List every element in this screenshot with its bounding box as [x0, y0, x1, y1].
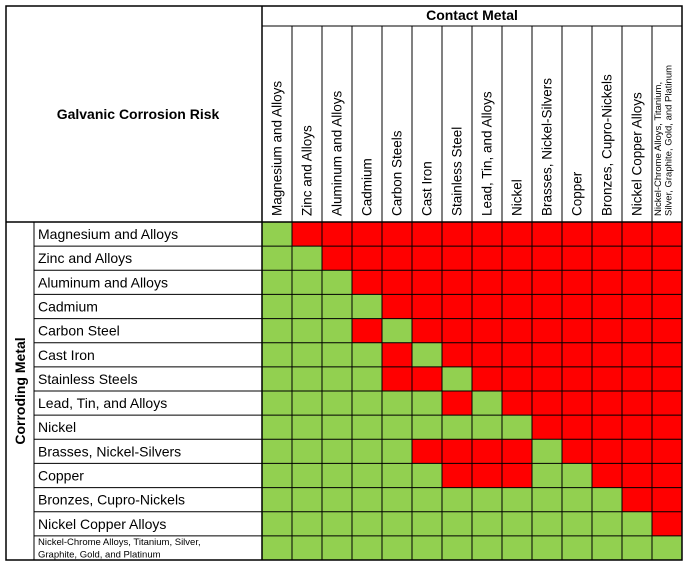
matrix-cell	[652, 512, 682, 536]
row-header: Nickel	[38, 419, 77, 436]
matrix-cell	[502, 367, 532, 391]
matrix-cell	[532, 294, 562, 318]
matrix-cell	[502, 270, 532, 294]
matrix-cell	[562, 488, 592, 512]
matrix-cell	[562, 512, 592, 536]
matrix-cell	[622, 415, 652, 439]
matrix-cell	[532, 391, 562, 415]
matrix-cell	[562, 222, 592, 246]
column-header: Nickel	[509, 179, 525, 216]
column-header: Stainless Steel	[449, 126, 465, 216]
matrix-cell	[532, 222, 562, 246]
column-header: Magnesium and Alloys	[269, 80, 285, 216]
matrix-cell	[562, 294, 592, 318]
matrix-cell	[472, 222, 502, 246]
matrix-cell	[592, 415, 622, 439]
matrix-cell	[322, 270, 352, 294]
matrix-cell	[412, 512, 442, 536]
matrix-cell	[352, 512, 382, 536]
matrix-cell	[442, 439, 472, 463]
column-header: Nickel Copper Alloys	[629, 92, 645, 216]
matrix-cell	[622, 463, 652, 487]
matrix-cell	[322, 246, 352, 270]
matrix-cell	[532, 343, 562, 367]
row-header: Magnesium and Alloys	[38, 226, 179, 243]
matrix-cell	[472, 319, 502, 343]
column-header: Lead, Tin, and Alloys	[479, 91, 495, 216]
matrix-cell	[472, 246, 502, 270]
matrix-cell	[502, 222, 532, 246]
matrix-cell	[442, 246, 472, 270]
matrix-cell	[292, 488, 322, 512]
matrix-cell	[292, 246, 322, 270]
matrix-cell	[292, 343, 322, 367]
row-header: Carbon Steel	[38, 322, 120, 339]
matrix-cell	[322, 463, 352, 487]
matrix-cell	[412, 463, 442, 487]
matrix-cell	[352, 294, 382, 318]
matrix-cell	[532, 536, 562, 560]
matrix-cell	[382, 270, 412, 294]
matrix-cell	[322, 294, 352, 318]
matrix-cell	[502, 512, 532, 536]
matrix-cell	[472, 512, 502, 536]
matrix-cell	[412, 367, 442, 391]
matrix-cell	[442, 319, 472, 343]
matrix-cell	[262, 415, 292, 439]
matrix-cell	[322, 536, 352, 560]
matrix-cell	[622, 512, 652, 536]
matrix-cell	[502, 536, 532, 560]
matrix-cell	[352, 367, 382, 391]
matrix-cell	[412, 270, 442, 294]
matrix-cell	[562, 536, 592, 560]
matrix-cell	[352, 463, 382, 487]
matrix-cell	[412, 294, 442, 318]
matrix-cell	[532, 415, 562, 439]
matrix-cell	[592, 222, 622, 246]
matrix-cell	[352, 391, 382, 415]
matrix-cell	[592, 391, 622, 415]
matrix-cell	[502, 294, 532, 318]
matrix-cell	[442, 536, 472, 560]
matrix-cell	[412, 488, 442, 512]
matrix-cell	[292, 270, 322, 294]
matrix-cell	[592, 488, 622, 512]
matrix-cell	[652, 343, 682, 367]
matrix-cell	[472, 488, 502, 512]
matrix-cell	[562, 439, 592, 463]
matrix-cell	[622, 367, 652, 391]
matrix-cell	[262, 488, 292, 512]
row-header: Nickel-Chrome Alloys, Titanium, Silver,	[38, 537, 201, 549]
matrix-cell	[472, 415, 502, 439]
matrix-cell	[562, 415, 592, 439]
matrix-cell	[532, 246, 562, 270]
matrix-cell	[292, 463, 322, 487]
matrix-cell	[382, 294, 412, 318]
matrix-cell	[442, 343, 472, 367]
matrix-cell	[562, 367, 592, 391]
matrix-cell	[292, 367, 322, 391]
matrix-cell	[412, 439, 442, 463]
matrix-cell	[472, 367, 502, 391]
matrix-cell	[622, 391, 652, 415]
column-header: Bronzes, Cupro-Nickels	[599, 74, 615, 216]
matrix-cell	[322, 343, 352, 367]
matrix-cell	[622, 343, 652, 367]
matrix-cell	[652, 367, 682, 391]
column-header: Carbon Steels	[389, 130, 405, 216]
matrix-cell	[382, 536, 412, 560]
matrix-cell	[502, 463, 532, 487]
matrix-cell	[592, 367, 622, 391]
row-header: Aluminum and Alloys	[38, 274, 168, 291]
matrix-cell	[472, 439, 502, 463]
matrix-cell	[412, 319, 442, 343]
matrix-cell	[382, 439, 412, 463]
matrix-cell	[322, 512, 352, 536]
matrix-cell	[652, 270, 682, 294]
row-header: Cadmium	[38, 298, 98, 315]
matrix-cell	[262, 512, 292, 536]
matrix-cell	[532, 270, 562, 294]
row-header: Nickel Copper Alloys	[38, 515, 167, 532]
row-header: Zinc and Alloys	[38, 250, 133, 267]
matrix-cell	[532, 463, 562, 487]
row-header: Cast Iron	[38, 346, 95, 363]
matrix-cell	[592, 270, 622, 294]
matrix-cell	[262, 270, 292, 294]
matrix-cell	[592, 536, 622, 560]
matrix-cell	[352, 488, 382, 512]
column-group-label: Contact Metal	[426, 7, 518, 23]
matrix-cell	[262, 246, 292, 270]
matrix-cell	[262, 222, 292, 246]
matrix-cell	[442, 512, 472, 536]
matrix-cell	[382, 246, 412, 270]
matrix-cell	[352, 222, 382, 246]
matrix-cell	[592, 319, 622, 343]
matrix-cell	[502, 246, 532, 270]
matrix-cell	[382, 222, 412, 246]
matrix-cell	[442, 367, 472, 391]
matrix-cell	[382, 391, 412, 415]
row-header: Graphite, Gold, and Platinum	[38, 549, 161, 561]
matrix-cell	[412, 222, 442, 246]
matrix-cell	[562, 463, 592, 487]
matrix-cell	[442, 222, 472, 246]
matrix-cell	[262, 391, 292, 415]
matrix-cell	[352, 439, 382, 463]
matrix-cell	[412, 343, 442, 367]
matrix-cell	[292, 222, 322, 246]
matrix-cell	[622, 439, 652, 463]
matrix-cell	[562, 343, 592, 367]
matrix-cell	[622, 294, 652, 318]
row-group-label: Corroding Metal	[12, 337, 28, 445]
matrix-cell	[292, 536, 322, 560]
matrix-cell	[322, 391, 352, 415]
column-header: Silver, Graphite, Gold, and Platinum	[663, 64, 675, 216]
matrix-cell	[502, 391, 532, 415]
matrix-cell	[502, 343, 532, 367]
matrix-cell	[352, 343, 382, 367]
matrix-cell	[412, 415, 442, 439]
matrix-cell	[652, 536, 682, 560]
matrix-cell	[652, 391, 682, 415]
matrix-cell	[532, 488, 562, 512]
chart-title: Galvanic Corrosion Risk	[56, 106, 220, 122]
matrix-cell	[532, 319, 562, 343]
matrix-cell	[352, 415, 382, 439]
matrix-cell	[622, 488, 652, 512]
matrix-cell	[262, 439, 292, 463]
matrix-cell	[442, 488, 472, 512]
matrix-cell	[352, 536, 382, 560]
matrix-cell	[262, 319, 292, 343]
matrix-cell	[412, 391, 442, 415]
matrix-cell	[592, 246, 622, 270]
matrix-cell	[532, 439, 562, 463]
matrix-cell	[472, 536, 502, 560]
column-header: Zinc and Alloys	[299, 125, 315, 216]
matrix-cell	[322, 367, 352, 391]
matrix-cell	[442, 463, 472, 487]
matrix-cell	[622, 222, 652, 246]
matrix-cell	[292, 439, 322, 463]
matrix-cell	[442, 391, 472, 415]
matrix-cell	[382, 488, 412, 512]
matrix-cell	[412, 536, 442, 560]
matrix-cell	[622, 319, 652, 343]
matrix-cell	[382, 319, 412, 343]
column-header: Copper	[569, 171, 585, 216]
matrix-cell	[592, 343, 622, 367]
matrix-cell	[322, 222, 352, 246]
matrix-cell	[562, 270, 592, 294]
matrix-cell	[592, 294, 622, 318]
column-header: Cast Iron	[419, 161, 435, 216]
matrix-cell	[472, 391, 502, 415]
matrix-cell	[562, 319, 592, 343]
matrix-cell	[652, 415, 682, 439]
matrix-cell	[292, 391, 322, 415]
matrix-cell	[562, 391, 592, 415]
matrix-cell	[322, 439, 352, 463]
matrix-cell	[262, 343, 292, 367]
matrix-cell	[292, 319, 322, 343]
matrix-cell	[652, 488, 682, 512]
matrix-cell	[382, 343, 412, 367]
matrix-cell	[472, 343, 502, 367]
matrix-cell	[292, 512, 322, 536]
matrix-cell	[502, 439, 532, 463]
matrix-cell	[382, 415, 412, 439]
matrix-cell	[652, 439, 682, 463]
row-header: Bronzes, Cupro-Nickels	[38, 491, 186, 508]
matrix-cell	[262, 294, 292, 318]
matrix-cell	[562, 246, 592, 270]
matrix-cell	[592, 463, 622, 487]
matrix-cell	[622, 536, 652, 560]
row-header: Stainless Steels	[38, 370, 138, 387]
matrix-cell	[442, 415, 472, 439]
matrix-cell	[472, 463, 502, 487]
matrix-cell	[652, 463, 682, 487]
column-header: Aluminum and Alloys	[329, 90, 345, 216]
matrix-cell	[382, 512, 412, 536]
matrix-cell	[292, 294, 322, 318]
row-header: Copper	[38, 467, 84, 484]
matrix-cell	[322, 415, 352, 439]
matrix-cell	[322, 488, 352, 512]
matrix-cell	[502, 415, 532, 439]
matrix-cell	[382, 463, 412, 487]
matrix-cell	[502, 319, 532, 343]
matrix-cell	[622, 270, 652, 294]
column-header: Brasses, Nickel-Silvers	[539, 77, 555, 216]
matrix-cell	[652, 319, 682, 343]
column-header: Cadmium	[359, 158, 375, 216]
column-header: Nickel-Chrome Alloys, Titanium,	[653, 81, 664, 216]
matrix-cell	[442, 270, 472, 294]
matrix-cell	[322, 319, 352, 343]
matrix-cell	[382, 367, 412, 391]
row-header: Lead, Tin, and Alloys	[38, 395, 168, 412]
matrix-cell	[262, 463, 292, 487]
matrix-cell	[652, 222, 682, 246]
matrix-cell	[472, 270, 502, 294]
matrix-cell	[622, 246, 652, 270]
matrix-cell	[502, 488, 532, 512]
row-header: Brasses, Nickel-Silvers	[38, 443, 182, 460]
matrix-cell	[532, 367, 562, 391]
matrix-cell	[652, 294, 682, 318]
matrix-cell	[292, 415, 322, 439]
matrix-cell	[532, 512, 562, 536]
matrix-cell	[262, 536, 292, 560]
matrix-cell	[352, 270, 382, 294]
matrix-cell	[592, 512, 622, 536]
matrix-cell	[592, 439, 622, 463]
matrix-cell	[262, 367, 292, 391]
matrix-cell	[442, 294, 472, 318]
matrix-cell	[412, 246, 442, 270]
matrix-cell	[652, 246, 682, 270]
matrix-cell	[352, 246, 382, 270]
matrix-cell	[472, 294, 502, 318]
matrix-cell	[352, 319, 382, 343]
